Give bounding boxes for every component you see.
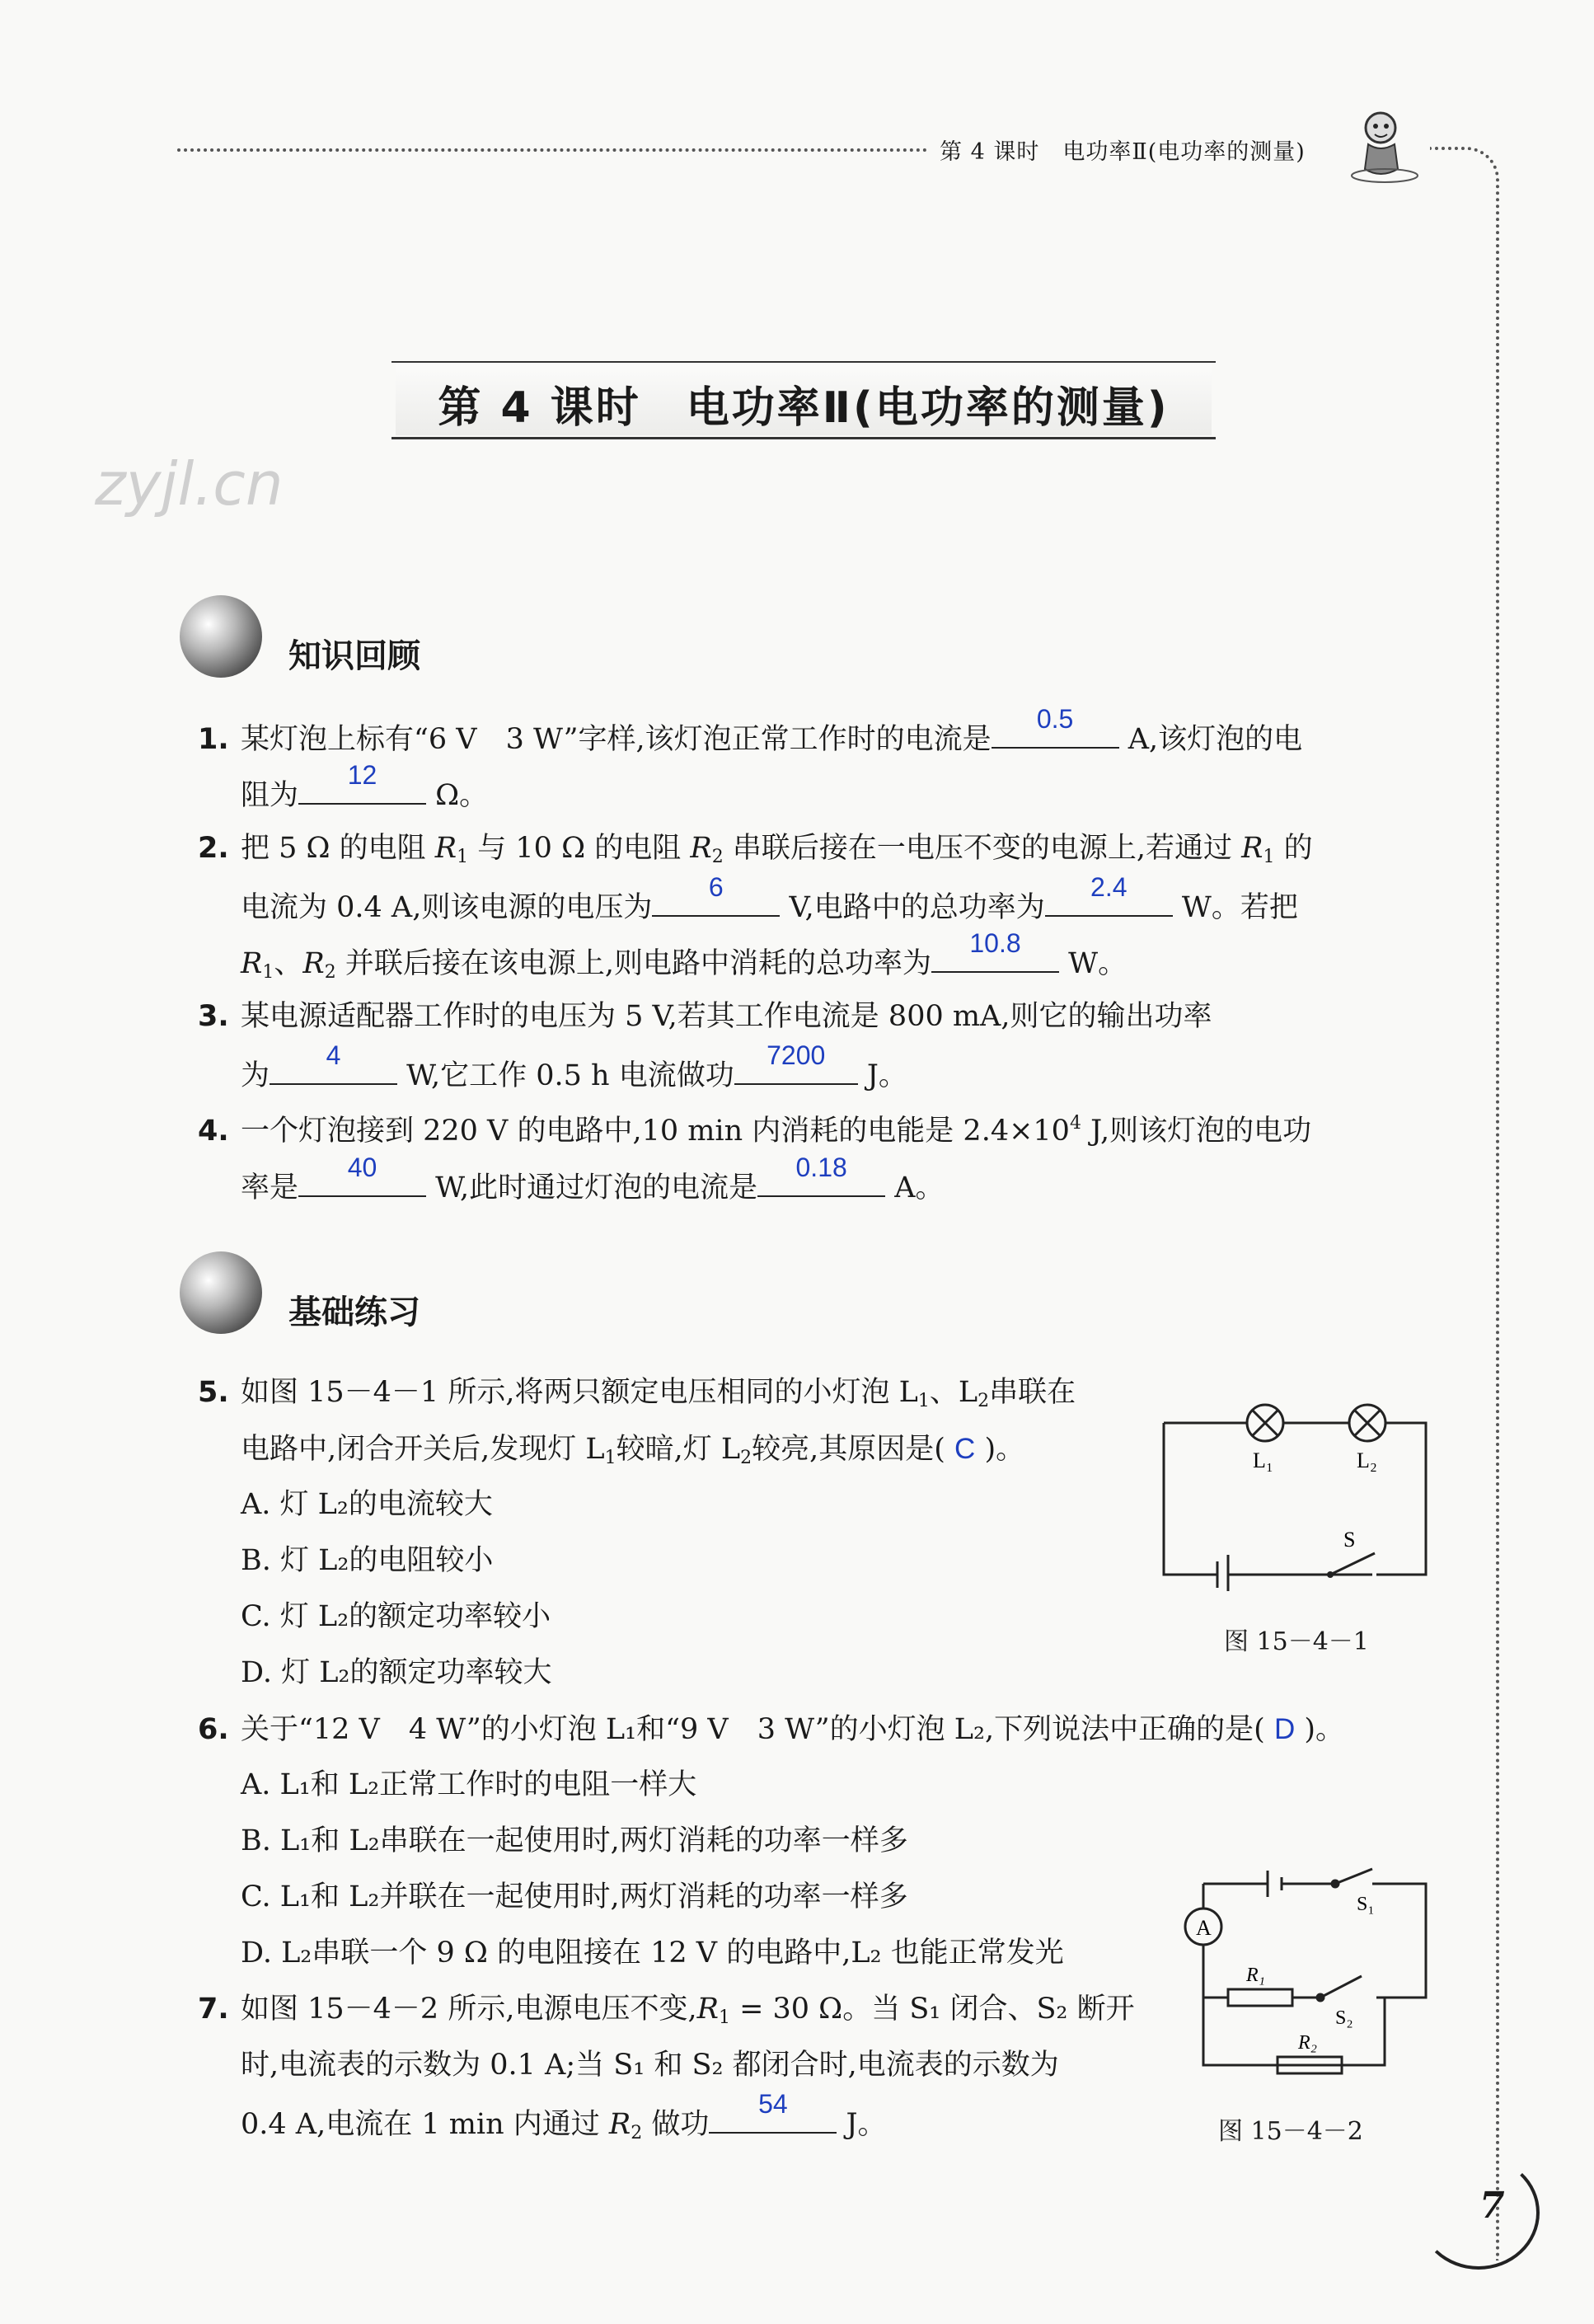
watermark: zyjl.cn: [95, 449, 284, 519]
mascot-illustration: [1343, 103, 1426, 185]
running-header: 第 4 课时 电功率Ⅱ(电功率的测量): [940, 139, 1306, 165]
q6-option-b: B. L₁和 L₂串联在一起使用时,两灯消耗的功率一样多: [241, 1824, 908, 1857]
circuit-diagram-15-4-1: [1154, 1393, 1442, 1591]
label-r1: R₁: [1246, 1965, 1266, 1986]
section-title-review: 知识回顾: [288, 637, 420, 675]
question-5-line-2: 电路中,闭合开关后,发现灯 $L_1$较暗,灯 $L_2$较亮,其原因是( C )。: [241, 1433, 1025, 1468]
q6-option-d: D. L₂串联一个 9 Ω 的电阻接在 12 V 的电路中,L₂ 也能正常发光: [241, 1937, 1064, 1970]
title-rule-bottom: [391, 437, 1216, 439]
globe-icon: [180, 595, 262, 678]
question-3-line-1: 3. 某电源适配器工作时的电压为 5 V,若其工作电流是 800 mA,则它的输出功率: [198, 1000, 1212, 1033]
section-title-practice: 基础练习: [288, 1293, 420, 1331]
q5-option-c: C. 灯 L₂的额定功率较小: [241, 1600, 551, 1633]
page-number: 7: [1479, 2185, 1505, 2227]
question-3-line-2: 为 4 W,它工作 0.5 h 电流做功 7200 J。: [241, 1040, 907, 1092]
label-s: S: [1343, 1528, 1356, 1552]
label-l2: L₂: [1357, 1448, 1377, 1472]
question-6-line-1: 6. 关于“12 V 4 W”的小灯泡 L₁和“9 V 3 W”的小灯泡 L₂,下列说法中正确的是( D )。: [198, 1713, 1345, 1746]
figure-caption-15-4-1: 图 15－4－1: [1224, 1627, 1369, 1656]
q5-option-b: B. 灯 L₂的电阻较小: [241, 1544, 494, 1577]
question-1-line-2: 阻为 12 Ω。: [241, 760, 489, 812]
circuit-diagram-15-4-2: [1170, 1859, 1451, 2090]
resistor-r1-icon: [1228, 1989, 1292, 2006]
title-rule-top: [391, 361, 1216, 363]
label-s2: S₂: [1335, 2007, 1353, 2029]
question-7-line-3: 0.4 A,电流在 1 min 内通过 $R_2$ 做功 54 J。: [241, 2089, 887, 2143]
question-1-line-1: 1. 某灯泡上标有“6 V 3 W”字样,该灯泡正常工作时的电流是 0.5 A,该灯泡的电: [198, 704, 1303, 756]
question-7-line-2: 时,电流表的示数为 0.1 A;当 S₁ 和 S₂ 都闭合时,电流表的示数为: [241, 2049, 1059, 2082]
question-2-line-3: $R_1$、$R_2$ 并联后接在该电源上,则电路中消耗的总功率为 10.8 W。: [241, 928, 1128, 983]
page-title: 第 4 课时 电功率Ⅱ(电功率的测量): [438, 383, 1170, 433]
question-4-line-2: 率是 40 W,此时通过灯泡的电流是 0.18 A。: [241, 1153, 945, 1204]
figure-caption-15-4-2: 图 15－4－2: [1218, 2117, 1363, 2146]
q5-option-d: D. 灯 L₂的额定功率较大: [241, 1656, 552, 1689]
question-2-line-2: 电流为 0.4 A,则该电源的电压为 6 V,电路中的总功率为 2.4 W。若把: [241, 872, 1298, 924]
question-2-line-1: 2. 把 5 Ω 的电阻 $R_1$ 与 10 Ω 的电阻 $R_2$ 串联后接在一电压不变的电源上,若通过 $R_1$ 的: [198, 832, 1313, 867]
q6-option-c: C. L₁和 L₂并联在一起使用时,两灯消耗的功率一样多: [241, 1880, 908, 1913]
q5-option-a: A. 灯 L₂的电流较大: [241, 1488, 493, 1521]
label-ammeter: A: [1196, 1916, 1212, 1940]
label-s1: S₁: [1357, 1894, 1375, 1915]
globe-icon: [180, 1251, 262, 1334]
page-number-arc: [1418, 2156, 1540, 2270]
label-l1: L₁: [1253, 1448, 1273, 1472]
label-r2: R₂: [1298, 2032, 1318, 2054]
question-7-line-1: 7. 如图 15－4－2 所示,电源电压不变$,R_1 = 30$ Ω。当 S₁ 闭合、S₂ 断开: [198, 1993, 1135, 2028]
header-dotted-rule: [177, 148, 927, 152]
question-4-line-1: 4. 一个灯泡接到 220 V 的电路中,10 min 内消耗的电能是 $2.4\times 10^4$ J,则该灯泡的电功: [198, 1113, 1312, 1148]
q6-option-a: A. L₁和 L₂正常工作时的电阻一样大: [241, 1768, 697, 1801]
question-5-line-1: 5. 如图 15－4－1 所示,将两只额定电压相同的小灯泡 $L_1$、$L_2$串联在: [198, 1376, 1076, 1411]
